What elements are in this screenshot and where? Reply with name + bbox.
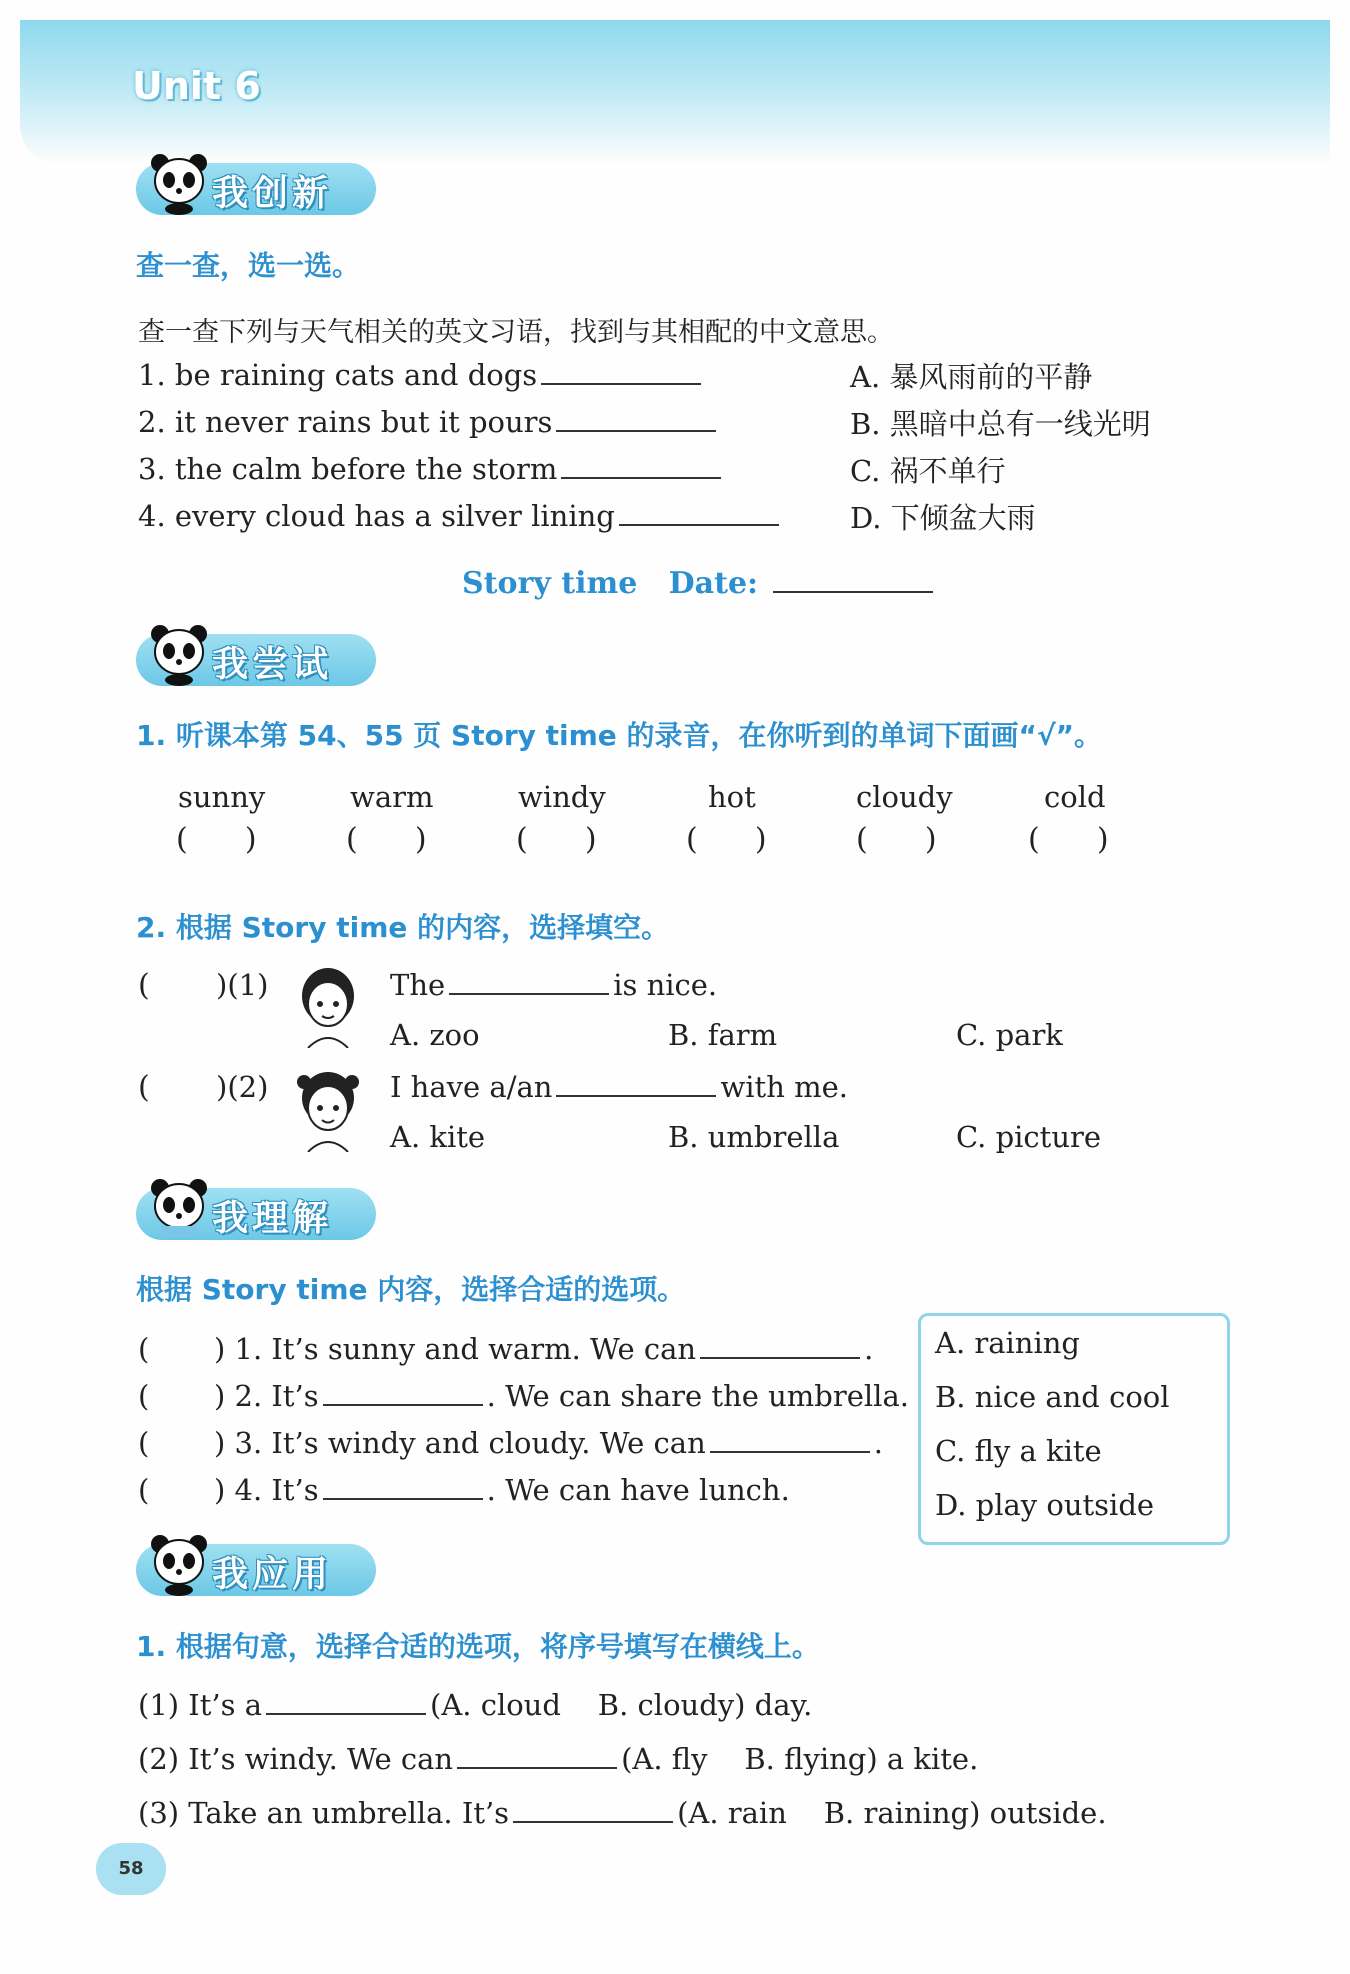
answer-blank[interactable] — [541, 359, 701, 385]
option-c: C. fly a kite — [935, 1434, 1102, 1468]
answer-blank[interactable] — [513, 1797, 673, 1823]
unit-title: Unit 6 — [132, 64, 261, 108]
sentence-text: . We can share the umbrella. — [486, 1379, 909, 1413]
answer-blank[interactable] — [710, 1427, 870, 1453]
apply-q2 — [138, 1742, 978, 1776]
sentence-text: The — [390, 968, 446, 1002]
option-b: B. nice and cool — [935, 1380, 1170, 1414]
answer-blank[interactable] — [556, 1071, 716, 1097]
word-cold: cold — [1044, 780, 1106, 814]
item-number: ) 2. — [214, 1379, 263, 1413]
story-time-date-line — [462, 566, 937, 601]
page-number: 58 — [96, 1843, 166, 1895]
question-2-heading: 2. 根据 Story time 的内容，选择填空。 — [136, 911, 670, 944]
answer-blank[interactable] — [556, 406, 716, 432]
idiom-text: 1. be raining cats and dogs — [138, 358, 538, 392]
word-sunny: sunny — [178, 780, 266, 814]
answer-blank[interactable] — [619, 500, 779, 526]
badge-label: 我应用 — [212, 1554, 333, 1595]
date-blank[interactable] — [773, 567, 933, 593]
answer-paren[interactable]: ( — [138, 1070, 150, 1105]
sentence-text: (A. rain B. raining) outside. — [677, 1796, 1107, 1830]
option-a: A. kite — [390, 1120, 486, 1154]
answer-paren[interactable]: ( — [138, 1426, 150, 1460]
tick-box[interactable]: ( ) — [686, 822, 767, 857]
option-a: A. raining — [935, 1326, 1080, 1360]
understand-q1 — [138, 1332, 873, 1366]
panda-icon — [150, 153, 208, 215]
date-label: Date: — [668, 566, 759, 601]
badge-apply — [136, 1544, 376, 1596]
item-number: ) 3. — [214, 1426, 263, 1460]
sentence-text: It’s windy and cloudy. We can — [271, 1426, 706, 1460]
answer-paren[interactable]: ( — [138, 1473, 150, 1507]
section-heading: 1. 根据句意，选择合适的选项，将序号填写在横线上。 — [136, 1630, 820, 1663]
idiom-1 — [138, 358, 705, 392]
idiom-text: 4. every cloud has a silver lining — [138, 499, 615, 533]
sentence-text: (1) It’s a — [138, 1688, 263, 1722]
sentence-text: . — [873, 1426, 883, 1460]
idiom-2 — [138, 405, 720, 439]
meaning-d: D. 下倾盆大雨 — [850, 501, 1036, 535]
understand-q4 — [138, 1473, 790, 1507]
instruction-text: 查一查下列与天气相关的英文习语，找到与其相配的中文意思。 — [138, 317, 894, 348]
badge-label: 我创新 — [212, 173, 333, 214]
section-heading: 查一查，选一选。 — [136, 249, 361, 282]
answer-paren[interactable]: ( — [138, 1379, 150, 1413]
badge-label: 我尝试 — [212, 644, 333, 685]
understand-q2 — [138, 1379, 909, 1413]
section-heading: 根据 Story time 内容，选择合适的选项。 — [136, 1273, 686, 1306]
sentence-text: I have a/an — [390, 1070, 553, 1104]
sentence-text: It’s — [271, 1379, 319, 1413]
apply-q3 — [138, 1796, 1107, 1830]
story-time-label: Story time — [462, 566, 638, 601]
answer-blank[interactable] — [449, 969, 609, 995]
meaning-a: A. 暴风雨前的平静 — [850, 360, 1093, 394]
sentence-text: . — [864, 1332, 874, 1366]
tick-box[interactable]: ( ) — [516, 822, 597, 857]
option-b: B. umbrella — [668, 1120, 840, 1154]
apply-q1 — [138, 1688, 812, 1722]
meaning-c: C. 祸不单行 — [850, 454, 1006, 488]
badge-label: 我理解 — [212, 1198, 333, 1239]
word-warm: warm — [350, 780, 434, 814]
tick-box[interactable]: ( ) — [1028, 822, 1109, 857]
answer-blank[interactable] — [561, 453, 721, 479]
word-hot: hot — [708, 780, 756, 814]
understand-q3 — [138, 1426, 883, 1460]
idiom-3 — [138, 452, 725, 486]
girl-illustration — [292, 964, 364, 1048]
panda-icon — [150, 1534, 208, 1596]
panda-icon — [150, 624, 208, 686]
option-b: B. farm — [668, 1018, 778, 1052]
badge-try — [136, 634, 376, 686]
badge-understand — [136, 1188, 376, 1240]
answer-blank[interactable] — [323, 1474, 483, 1500]
item-number: )(1) — [216, 968, 269, 1002]
word-windy: windy — [518, 780, 606, 814]
item-number: )(2) — [216, 1070, 269, 1104]
sentence-text: . We can have lunch. — [486, 1473, 790, 1507]
option-c: C. park — [956, 1018, 1063, 1052]
answer-blank[interactable] — [266, 1689, 426, 1715]
answer-paren[interactable]: ( — [138, 1332, 150, 1366]
tick-box[interactable]: ( ) — [856, 822, 937, 857]
badge-innovate — [136, 163, 376, 215]
idiom-text: 2. it never rains but it pours — [138, 405, 553, 439]
sentence-1 — [390, 968, 717, 1002]
answer-blank[interactable] — [700, 1333, 860, 1359]
sentence-text: with me. — [720, 1070, 848, 1104]
meaning-b: B. 黑暗中总有一线光明 — [850, 407, 1151, 441]
option-c: C. picture — [956, 1120, 1102, 1154]
sentence-text: (3) Take an umbrella. It’s — [138, 1796, 510, 1830]
sentence-text: It’s — [271, 1473, 319, 1507]
panda-icon — [150, 1178, 208, 1240]
sentence-text: (2) It’s windy. We can — [138, 1742, 454, 1776]
answer-blank[interactable] — [457, 1743, 617, 1769]
answer-blank[interactable] — [323, 1380, 483, 1406]
sentence-text: (A. fly B. flying) a kite. — [621, 1742, 979, 1776]
option-d: D. play outside — [935, 1488, 1155, 1522]
options-box — [918, 1313, 1230, 1545]
sentence-2 — [390, 1070, 848, 1104]
sentence-text: (A. cloud B. cloudy) day. — [430, 1688, 813, 1722]
option-a: A. zoo — [390, 1018, 480, 1052]
answer-paren[interactable]: ( — [138, 968, 150, 1003]
idiom-4 — [138, 499, 783, 533]
sentence-text: is nice. — [613, 968, 718, 1002]
item-number: ) 4. — [214, 1473, 263, 1507]
word-cloudy: cloudy — [856, 780, 953, 814]
tick-box[interactable]: ( ) — [176, 822, 257, 857]
sentence-text: It’s sunny and warm. We can — [271, 1332, 697, 1366]
item-number: ) 1. — [214, 1332, 263, 1366]
idiom-text: 3. the calm before the storm — [138, 452, 558, 486]
tick-box[interactable]: ( ) — [346, 822, 427, 857]
girl-illustration — [292, 1068, 364, 1152]
question-1-heading: 1. 听课本第 54、55 页 Story time 的录音，在你听到的单词下面画“√”。 — [136, 719, 1103, 752]
